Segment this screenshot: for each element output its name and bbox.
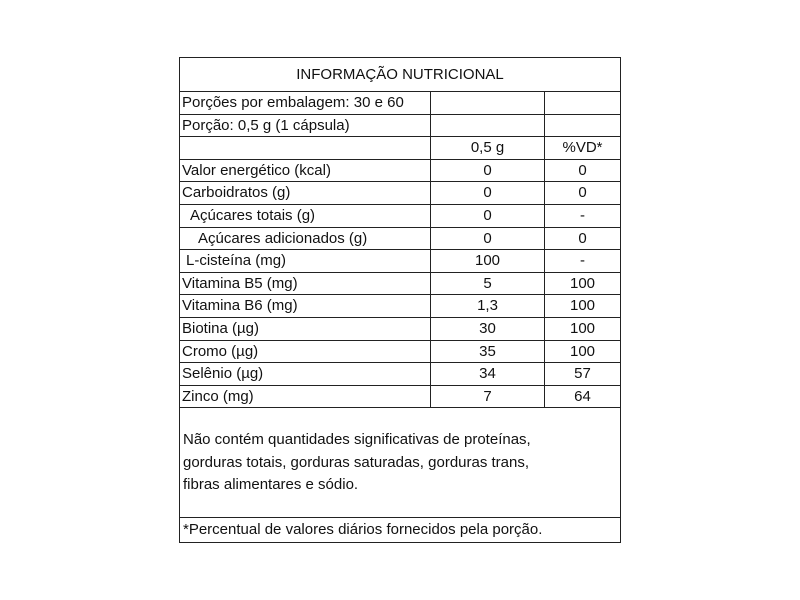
nutrient-dv: 0 [578, 184, 587, 202]
nutrient-amount: 30 [431, 318, 545, 340]
table-row [180, 228, 620, 251]
table-row [180, 205, 620, 228]
portions-dv-cell [545, 92, 620, 114]
notes-line: gorduras totais, gorduras saturadas, gorduras trans, [183, 453, 530, 471]
table-title: INFORMAÇÃO NUTRICIONAL [180, 58, 620, 92]
notes-line: Não contém quantidades significativas de proteínas, [183, 431, 531, 449]
table-row [180, 318, 620, 341]
nutrient-name: Zinco (mg) [180, 386, 431, 408]
nutrient-amount: 100 [431, 250, 545, 272]
nutrient-name: Carboidratos (g) [180, 182, 431, 204]
nutrient-name: Cromo (µg) [180, 341, 431, 363]
table-row [180, 250, 620, 273]
nutrient-dv: 64 [574, 387, 591, 405]
serving-label: Porção: 0,5 g (1 cápsula) [180, 115, 431, 137]
nutrient-dv: 100 [569, 319, 596, 337]
nutrition-facts-table [179, 57, 621, 543]
table-row [180, 160, 620, 183]
nutrient-name: Selênio (µg) [180, 363, 431, 385]
nutrient-amount: 7 [431, 386, 545, 408]
table-row [180, 182, 620, 205]
portions-amount-cell [431, 92, 545, 114]
nutrient-amount: 35 [431, 341, 545, 363]
column-header-row [180, 137, 620, 160]
table-row [180, 295, 620, 318]
nutrient-dv: 100 [569, 297, 596, 315]
portions-row [180, 92, 620, 115]
header-amount: 0,5 g [431, 137, 545, 159]
nutrient-dv: 0 [578, 161, 587, 179]
nutrient-amount: 0 [431, 228, 545, 250]
nutrient-dv: 57 [574, 365, 591, 383]
nutrient-amount: 1,3 [431, 295, 545, 317]
nutrient-dv: - [580, 206, 585, 224]
nutrient-name: Açúcares totais (g) [180, 205, 431, 227]
nutrient-name: Biotina (µg) [180, 318, 431, 340]
serving-dv-cell [545, 115, 620, 137]
serving-row [180, 115, 620, 138]
nutrient-amount: 0 [431, 205, 545, 227]
nutrient-amount: 0 [431, 160, 545, 182]
nutrient-amount: 34 [431, 363, 545, 385]
table-row [180, 363, 620, 386]
header-name-cell [180, 137, 431, 159]
notes-line: fibras alimentares e sódio. [183, 476, 359, 494]
nutrient-name: L-cisteína (mg) [180, 250, 431, 272]
notes-block [180, 408, 620, 518]
table-row [180, 273, 620, 296]
nutrient-dv: 100 [569, 342, 596, 360]
serving-amount-cell [431, 115, 545, 137]
nutrient-dv: 100 [569, 274, 596, 292]
table-row [180, 386, 620, 409]
portions-label: Porções por embalagem: 30 e 60 [180, 92, 431, 114]
nutrient-name: Valor energético (kcal) [180, 160, 431, 182]
footnote: *Percentual de valores diários fornecidos pela porção. [183, 521, 543, 539]
nutrient-dv: 0 [578, 229, 587, 247]
nutrient-amount: 0 [431, 182, 545, 204]
header-dv: %VD* [562, 139, 603, 157]
nutrient-dv: - [580, 252, 585, 270]
table-row [180, 341, 620, 364]
nutrient-name: Vitamina B5 (mg) [180, 273, 431, 295]
nutrient-name: Açúcares adicionados (g) [180, 228, 431, 250]
nutrient-name: Vitamina B6 (mg) [180, 295, 431, 317]
nutrient-amount: 5 [431, 273, 545, 295]
